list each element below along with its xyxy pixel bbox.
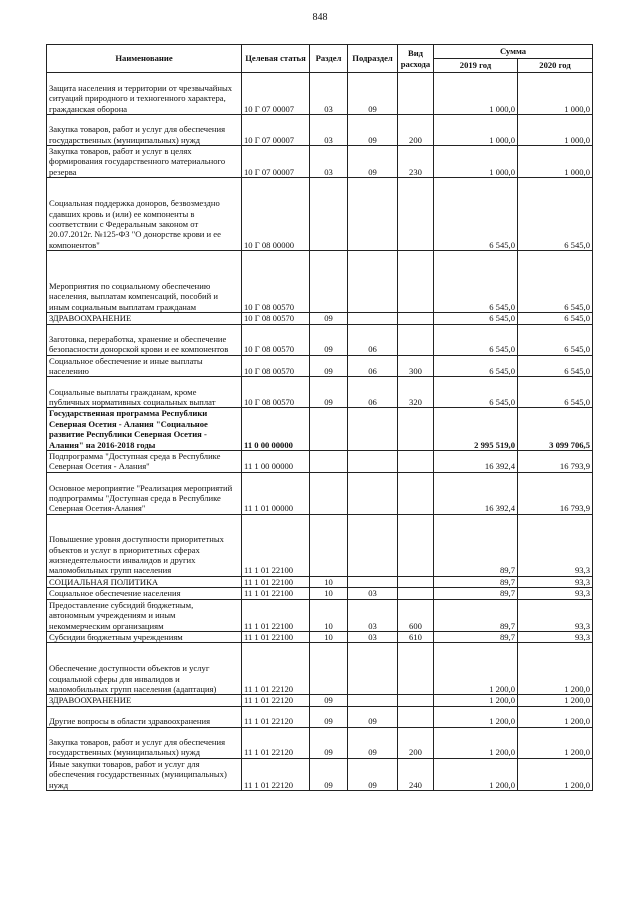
cell-name: Субсидии бюджетным учреждениям <box>47 631 242 642</box>
cell-target-code: 10 Г 08 00000 <box>242 178 310 251</box>
cell-target-code: 11 1 01 22100 <box>242 599 310 631</box>
cell-sum-2020: 93,3 <box>518 576 593 587</box>
cell-section <box>310 514 348 576</box>
cell-name: ЗДРАВООХРАНЕНИЕ <box>47 695 242 706</box>
cell-sum-2019: 6 545,0 <box>434 377 518 408</box>
cell-sum-2019: 1 000,0 <box>434 146 518 178</box>
cell-sum-2020: 16 793,9 <box>518 451 593 473</box>
table-row <box>47 115 593 146</box>
cell-subsection: 03 <box>348 631 398 642</box>
cell-section: 09 <box>310 758 348 790</box>
cell-sum-2019: 6 545,0 <box>434 178 518 251</box>
cell-section <box>310 251 348 313</box>
cell-section: 09 <box>310 695 348 706</box>
cell-target-code: 10 Г 07 00007 <box>242 146 310 178</box>
cell-subsection: 09 <box>348 146 398 178</box>
cell-expense-type <box>398 178 434 251</box>
table-row <box>47 643 593 695</box>
cell-sum-2020: 1 000,0 <box>518 146 593 178</box>
cell-expense-type: 240 <box>398 758 434 790</box>
cell-sum-2019: 1 200,0 <box>434 643 518 695</box>
cell-subsection <box>348 178 398 251</box>
cell-target-code: 10 Г 08 00570 <box>242 313 310 324</box>
cell-expense-type <box>398 695 434 706</box>
cell-subsection: 09 <box>348 706 398 727</box>
cell-sum-2019: 6 545,0 <box>434 355 518 377</box>
cell-expense-type <box>398 408 434 451</box>
cell-sum-2020: 1 200,0 <box>518 695 593 706</box>
cell-sum-2020: 93,3 <box>518 588 593 599</box>
cell-section <box>310 408 348 451</box>
cell-expense-type: 610 <box>398 631 434 642</box>
table-row <box>47 631 593 642</box>
table-row <box>47 695 593 706</box>
cell-name: Социальное обеспечение населения <box>47 588 242 599</box>
header-subsection: Подраздел <box>348 45 398 73</box>
cell-name: Подпрограмма "Доступная среда в Республике Северная Осетия - Алания" <box>47 451 242 473</box>
cell-name: Социальные выплаты гражданам, кроме публичных нормативных социальных выплат <box>47 377 242 408</box>
cell-sum-2019: 2 995 519,0 <box>434 408 518 451</box>
cell-name: Закупка товаров, работ и услуг для обеспечения государственных (муниципальных) нужд <box>47 115 242 146</box>
cell-target-code: 11 0 00 00000 <box>242 408 310 451</box>
cell-section: 09 <box>310 355 348 377</box>
cell-section <box>310 643 348 695</box>
cell-section: 03 <box>310 146 348 178</box>
cell-name: ЗДРАВООХРАНЕНИЕ <box>47 313 242 324</box>
cell-subsection <box>348 251 398 313</box>
cell-section: 10 <box>310 599 348 631</box>
cell-target-code: 10 Г 07 00007 <box>242 115 310 146</box>
cell-expense-type: 600 <box>398 599 434 631</box>
table-row <box>47 251 593 313</box>
cell-sum-2020: 1 200,0 <box>518 706 593 727</box>
cell-target-code: 11 1 01 22100 <box>242 576 310 587</box>
cell-subsection: 06 <box>348 355 398 377</box>
cell-name: Повышение уровня доступности приоритетных объектов и услуг в приоритетных сферах жизнедеятельности инвалидов и других маломобильных групп населения <box>47 514 242 576</box>
table-row <box>47 514 593 576</box>
cell-target-code: 11 1 01 22120 <box>242 706 310 727</box>
cell-expense-type <box>398 706 434 727</box>
cell-sum-2019: 1 200,0 <box>434 758 518 790</box>
cell-sum-2020: 6 545,0 <box>518 313 593 324</box>
cell-subsection <box>348 313 398 324</box>
cell-subsection: 09 <box>348 73 398 115</box>
cell-sum-2019: 1 000,0 <box>434 73 518 115</box>
cell-sum-2020: 93,3 <box>518 631 593 642</box>
cell-name: Закупка товаров, работ и услуг для обеспечения государственных (муниципальных) нужд <box>47 727 242 758</box>
cell-section: 09 <box>310 313 348 324</box>
cell-sum-2019: 6 545,0 <box>434 324 518 355</box>
header-sum: Сумма <box>434 45 593 59</box>
cell-target-code: 11 1 01 22120 <box>242 758 310 790</box>
cell-name: Мероприятия по социальному обеспечению населения, выплатам компенсаций, пособий и иным социальным выплатам гражданам <box>47 251 242 313</box>
cell-expense-type <box>398 514 434 576</box>
cell-subsection <box>348 472 398 514</box>
table-row <box>47 355 593 377</box>
cell-subsection <box>348 514 398 576</box>
cell-expense-type <box>398 313 434 324</box>
table-row <box>47 599 593 631</box>
cell-section: 09 <box>310 727 348 758</box>
cell-section: 10 <box>310 588 348 599</box>
cell-sum-2019: 6 545,0 <box>434 251 518 313</box>
cell-sum-2020: 93,3 <box>518 599 593 631</box>
cell-section <box>310 451 348 473</box>
cell-expense-type <box>398 451 434 473</box>
cell-target-code: 10 Г 07 00007 <box>242 73 310 115</box>
cell-name: Предоставление субсидий бюджетным, автономным учреждениям и иным некоммерческим организациям <box>47 599 242 631</box>
cell-sum-2020: 16 793,9 <box>518 472 593 514</box>
cell-name: Защита населения и территории от чрезвычайных ситуаций природного и техногенного характера, гражданская оборона <box>47 73 242 115</box>
cell-expense-type: 230 <box>398 146 434 178</box>
budget-table <box>46 44 593 791</box>
cell-expense-type <box>398 576 434 587</box>
table-row <box>47 576 593 587</box>
cell-sum-2019: 6 545,0 <box>434 313 518 324</box>
cell-sum-2020: 6 545,0 <box>518 355 593 377</box>
cell-expense-type <box>398 251 434 313</box>
table-row <box>47 451 593 473</box>
cell-section <box>310 472 348 514</box>
cell-section: 03 <box>310 73 348 115</box>
cell-expense-type: 200 <box>398 727 434 758</box>
cell-sum-2020: 6 545,0 <box>518 251 593 313</box>
table-header <box>47 45 593 73</box>
cell-target-code: 11 1 01 22100 <box>242 631 310 642</box>
header-expense-type: Вид расхода <box>398 45 434 73</box>
cell-target-code: 10 Г 08 00570 <box>242 251 310 313</box>
cell-name: Иные закупки товаров, работ и услуг для обеспечения государственных (муниципальных) нужд <box>47 758 242 790</box>
cell-expense-type <box>398 73 434 115</box>
cell-subsection <box>348 576 398 587</box>
cell-target-code: 10 Г 08 00570 <box>242 377 310 408</box>
cell-sum-2019: 89,7 <box>434 514 518 576</box>
cell-sum-2020: 93,3 <box>518 514 593 576</box>
cell-expense-type <box>398 643 434 695</box>
cell-expense-type <box>398 324 434 355</box>
cell-target-code: 11 1 01 22120 <box>242 695 310 706</box>
cell-name: Обеспечение доступности объектов и услуг социальной сферы для инвалидов и маломобильных групп населения (адаптация) <box>47 643 242 695</box>
cell-name: Закупка товаров, работ и услуг в целях формирования государственного материального резерва <box>47 146 242 178</box>
cell-name: Основное мероприятие "Реализация мероприятий подпрограммы "Доступная среда в Республике Северная Осетия-Алания" <box>47 472 242 514</box>
header-target: Целевая статья <box>242 45 310 73</box>
table-row <box>47 706 593 727</box>
cell-sum-2020: 6 545,0 <box>518 324 593 355</box>
cell-target-code: 11 1 01 22100 <box>242 514 310 576</box>
header-name: Наименование <box>47 45 242 73</box>
cell-target-code: 11 1 01 00000 <box>242 472 310 514</box>
cell-subsection <box>348 695 398 706</box>
cell-sum-2019: 89,7 <box>434 599 518 631</box>
cell-section: 10 <box>310 631 348 642</box>
cell-sum-2020: 1 200,0 <box>518 758 593 790</box>
cell-name: СОЦИАЛЬНАЯ ПОЛИТИКА <box>47 576 242 587</box>
cell-sum-2020: 6 545,0 <box>518 178 593 251</box>
cell-section: 09 <box>310 706 348 727</box>
cell-target-code: 11 1 01 22120 <box>242 643 310 695</box>
cell-sum-2020: 3 099 706,5 <box>518 408 593 451</box>
cell-expense-type: 200 <box>398 115 434 146</box>
table-row <box>47 758 593 790</box>
cell-sum-2019: 16 392,4 <box>434 451 518 473</box>
table-row <box>47 178 593 251</box>
cell-expense-type <box>398 472 434 514</box>
table-row <box>47 313 593 324</box>
cell-subsection: 03 <box>348 588 398 599</box>
cell-section <box>310 178 348 251</box>
cell-subsection: 09 <box>348 727 398 758</box>
cell-sum-2019: 89,7 <box>434 588 518 599</box>
header-year-2020: 2020 год <box>518 59 593 73</box>
cell-section: 09 <box>310 377 348 408</box>
cell-target-code: 11 1 01 22100 <box>242 588 310 599</box>
cell-sum-2020: 1 000,0 <box>518 115 593 146</box>
cell-subsection: 06 <box>348 377 398 408</box>
cell-sum-2019: 1 000,0 <box>434 115 518 146</box>
cell-sum-2019: 89,7 <box>434 631 518 642</box>
cell-sum-2020: 1 200,0 <box>518 643 593 695</box>
table-row <box>47 588 593 599</box>
cell-subsection: 06 <box>348 324 398 355</box>
table-row <box>47 73 593 115</box>
cell-sum-2020: 1 000,0 <box>518 73 593 115</box>
cell-section: 10 <box>310 576 348 587</box>
cell-target-code: 11 1 00 00000 <box>242 451 310 473</box>
cell-target-code: 10 Г 08 00570 <box>242 324 310 355</box>
cell-target-code: 11 1 01 22120 <box>242 727 310 758</box>
page-number: 848 <box>312 12 328 23</box>
cell-section: 03 <box>310 115 348 146</box>
cell-subsection: 09 <box>348 758 398 790</box>
cell-expense-type: 300 <box>398 355 434 377</box>
header-section: Раздел <box>310 45 348 73</box>
table-row <box>47 727 593 758</box>
cell-sum-2019: 1 200,0 <box>434 695 518 706</box>
table-row <box>47 472 593 514</box>
cell-subsection <box>348 408 398 451</box>
cell-sum-2020: 6 545,0 <box>518 377 593 408</box>
cell-expense-type: 320 <box>398 377 434 408</box>
cell-sum-2019: 1 200,0 <box>434 727 518 758</box>
table-body <box>47 73 593 791</box>
table-row <box>47 408 593 451</box>
cell-section: 09 <box>310 324 348 355</box>
cell-subsection: 09 <box>348 115 398 146</box>
cell-sum-2019: 89,7 <box>434 576 518 587</box>
cell-name: Социальное обеспечение и иные выплаты населению <box>47 355 242 377</box>
cell-name: Другие вопросы в области здравоохранения <box>47 706 242 727</box>
header-year-2019: 2019 год <box>434 59 518 73</box>
cell-target-code: 10 Г 08 00570 <box>242 355 310 377</box>
cell-subsection <box>348 643 398 695</box>
cell-name: Социальная поддержка доноров, безвозмездно сдавших кровь и (или) ее компоненты в соответствии с Федеральным законом от 20.07.2012г. №125-ФЗ "О донорстве крови и ее компонентов" <box>47 178 242 251</box>
cell-subsection: 03 <box>348 599 398 631</box>
cell-sum-2020: 1 200,0 <box>518 727 593 758</box>
cell-name: Заготовка, переработка, хранение и обеспечение безопасности донорской крови и ее компонентов <box>47 324 242 355</box>
cell-name: Государственная программа Республики Северная Осетия - Алания "Социальное развитие Республики Северная Осетия - Алания" на 2016-2018 годы <box>47 408 242 451</box>
table-row <box>47 324 593 355</box>
cell-sum-2019: 1 200,0 <box>434 706 518 727</box>
cell-sum-2019: 16 392,4 <box>434 472 518 514</box>
table-row <box>47 377 593 408</box>
cell-expense-type <box>398 588 434 599</box>
cell-subsection <box>348 451 398 473</box>
table-row <box>47 146 593 178</box>
